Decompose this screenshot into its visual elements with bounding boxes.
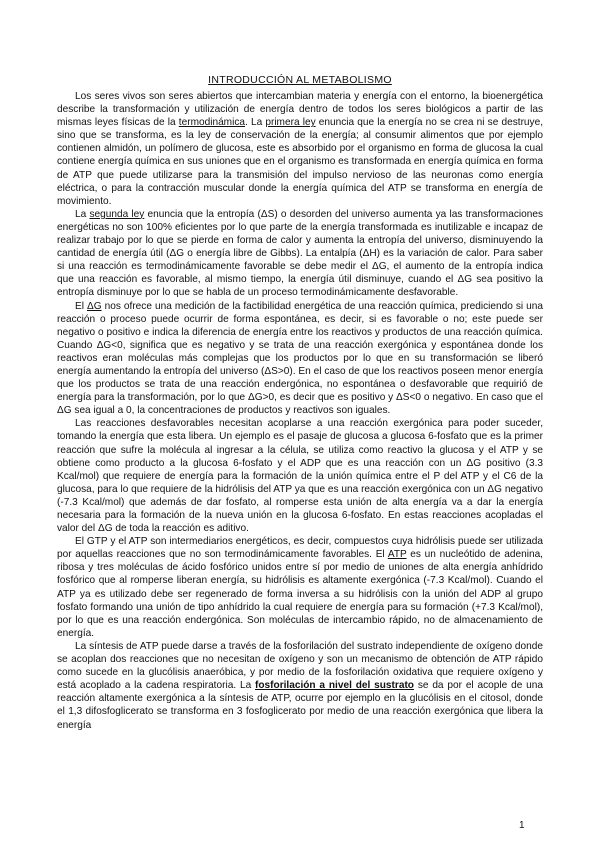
text: Los seres vivos son seres abiertos que intercambian materia y energía con el entorno, la bioenergética describe la transformación y utilización de energía dentro de todos los seres biológicos a partir de las mismas leyes físicas de la <box>57 91 543 129</box>
paragraph-2 <box>57 208 543 300</box>
term-primera-ley: primera ley <box>265 117 316 129</box>
text: La <box>75 208 90 220</box>
text: La síntesis de ATP puede darse a través de la fosforilación del sustrato independiente de oxígeno donde se acoplan dos reacciones que no necesitan de oxígeno y son un mecanismo de obtención de ATP rápido como sucede en la glucólisis anaeróbica, y por medio de la fosforilación oxidativa que requiere oxígeno y está acoplado a la cadena respiratoria. La <box>57 640 543 692</box>
page-title: INTRODUCCIÓN AL METABOLISMO <box>208 74 392 86</box>
text: El <box>75 300 87 312</box>
paragraph-3 <box>57 300 543 418</box>
text: nos ofrece una medición de la factibilidad energética de una reacción química, prediciendo si una reacción o proceso puede ocurrir de forma espontánea, es decir, si es favorable o no; este puede ser negativo o positivo e indica la diferencia de energía entre los reactivos y productos de una reacción química. Cuando ΔG<0, significa que es negativo y se trata de una reacción exergónica y espontánea donde los reactivos eran moléculas más complejas que los productos por lo que en su transformación se liberó energía aumentando la entropía del universo (ΔS>0). En el caso de que los reactivos poseen menor energía que los productos se trata de una reacción endergónica, no espontánea o desfavorable que requirió de energía para la transformación, por lo que ΔG>0, es decir que es positivo y ΔS<0 o negativo. En caso que el ΔG sea igual a 0, la concentraciones de productos y reactivos son iguales. <box>57 300 544 417</box>
text: es un nucleótido de adenina, ribosa y tres moléculas de ácido fosfórico unidos entre sí por medio de uniones de alta energía anhídrido fosfórico que al romperse liberan energía, su hidrólisis es altamente exergónica (-7.3 Kcal/mol). Cuando el ATP ya es utilizado debe ser regenerado de forma inversa a su hidrólisis con la unión del ADP al grupo fosfato formando una unión de tipo anhídrido la cual requiere de energía para su formación (+7.3 Kcal/mol), por lo que es una reacción endergónica. Son moléculas de intercambio rápido, no de almacenamiento de energía. <box>57 549 543 639</box>
text: . La <box>245 117 266 129</box>
paragraph-4 <box>57 417 543 535</box>
text: se da por el acople de una reacción altamente exergónica a la síntesis de ATP, ocurre por ejemplo en la glucólisis en el citosol, donde el 1,3 difosfoglicerato se transforma en 3 fosfoglicerato por medio de una reacción exergónica que libera la energía <box>57 680 543 731</box>
text: Las reacciones desfavorables necesitan acoplarse a una reacción exergónica para poder suceder, tomando la energía que esta libera. Un ejemplo es el pasaje de glucosa a glucosa 6-fosfato que es la primer reacción que sufre la molécula al ingresar a la célula, se utiliza como reactivo la glucosa y el ATP y se obtiene como producto a la glucosa 6-fosfato y el ADP que es una reacción con un ΔG positivo (3.3 Kcal/mol) que requiere de energía para la formación de la unión química entre el P del ATP y el C6 de la glucosa, para lo que requiere de la hidrólisis del ATP ya que es una reacción exergónica con un ΔG negativo (-7.3 Kcal/mol) que además de dar fosfato, al romperse esta unión de alta energía va a dar la energía necesaria para la formación de la nueva unión en la glucosa 6-fosfato. En estas reacciones acopladas el valor del ΔG de toda la reacción es aditivo. <box>57 418 543 535</box>
term-atp: ATP <box>387 549 407 561</box>
term-segunda-ley: segunda ley <box>89 208 145 220</box>
term-delta-g: ΔG <box>87 300 102 312</box>
text: enuncia que la energía no se crea ni se destruye, sino que se transforma, es la ley de conservación de la energía; al consumir alimentos que por ejemplo contienen almidón, un polímero de glucosa, este es absorbido por el organismo en forma de glucosa la cual contiene energía química en sus uniones que en el organismo es transformada en energía química en forma de ATP que puede utilizarse para la transmisión del impulso nervioso de las neuronas como energía eléctrica, o para la contracción muscular donde la energía química del ATP se transforma en energía de movimiento. <box>57 117 544 207</box>
term-termodinamica: termodinámica <box>178 117 245 129</box>
term-fosforilacion-sustrato: fosforilación a nivel del sustrato <box>255 680 414 692</box>
paragraph-1 <box>57 90 543 208</box>
paragraph-5 <box>57 535 543 640</box>
text: El GTP y el ATP son intermediarios energéticos, es decir, compuestos cuya hidrólisis puede ser utilizada por aquellas reacciones que no son termodinámicamente favorables. El <box>57 536 543 561</box>
text: enuncia que la entropía (ΔS) o desorden del universo aumenta ya las transformaciones energéticas no son 100% eficientes por lo que parte de la energía transformada es inutilizable e incapaz de realizar trabajo por lo que se pierde en forma de calor y aumenta la entropía del universo, disminuyendo la cantidad de energía útil (ΔG o energía libre de Gibbs). La entalpía (ΔH) es la variación de calor. Para saber si una reacción es termodinámicamente favorable se debe medir el ΔG, el aumento de la entropía indica que una reacción es favorable, al mismo tiempo, la energía útil disminuye, cuando el ΔG sea positivo la entropía disminuye por lo que se habla de un proceso termodinámicamente desfavorable. <box>57 208 543 299</box>
document-body <box>57 90 543 732</box>
page-number: 1 <box>519 820 525 831</box>
paragraph-6 <box>57 640 543 732</box>
